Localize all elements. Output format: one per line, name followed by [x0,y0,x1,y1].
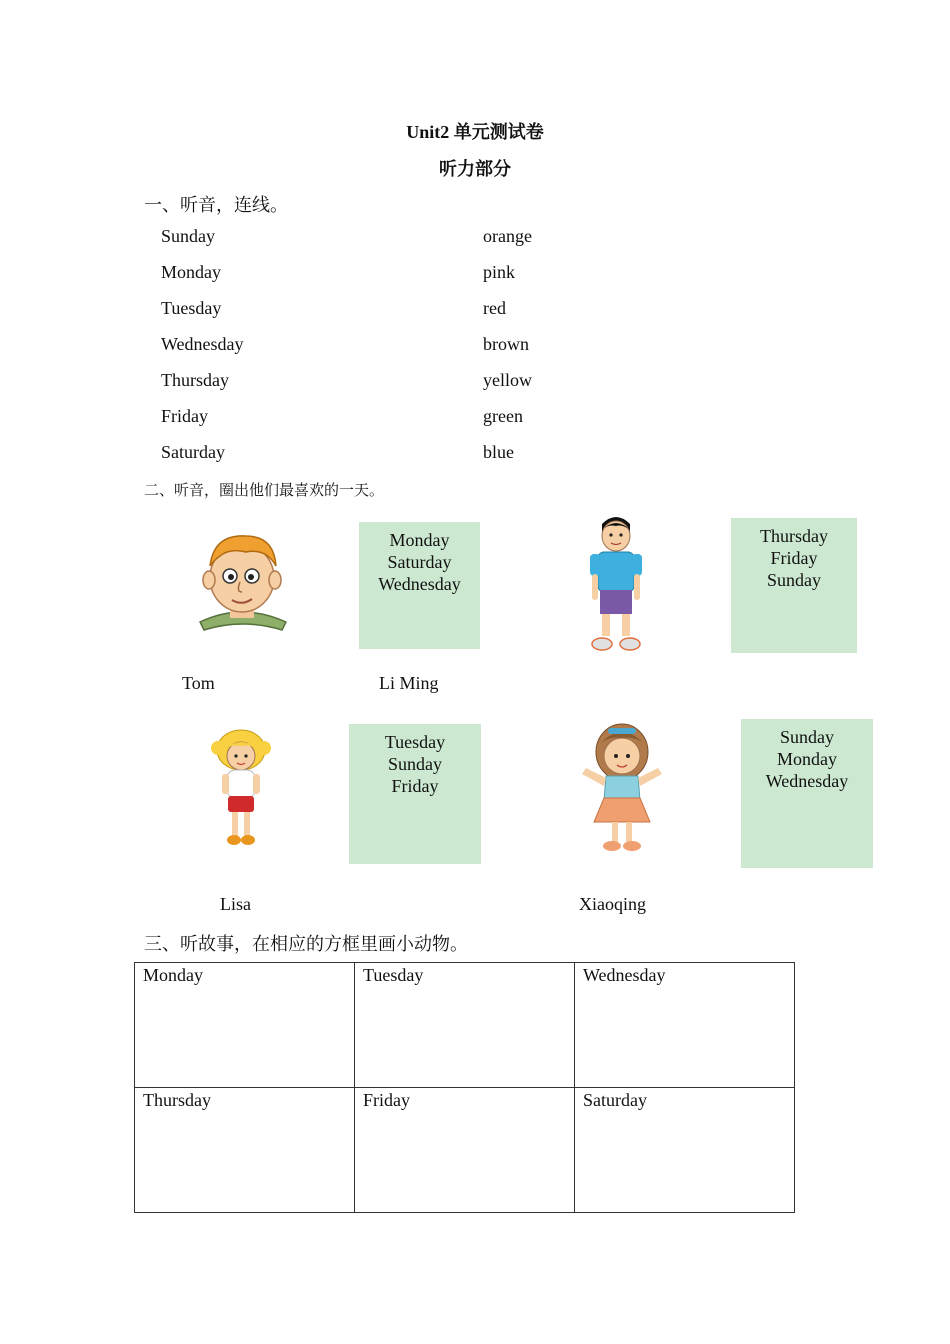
li-ming-illustration [584,510,648,656]
color-word: blue [483,442,514,462]
day-word: Friday [161,406,208,426]
drawing-grid [134,962,795,1213]
tom-options-box [359,522,480,649]
day-word: Tuesday [161,298,222,318]
grid-row [135,1088,795,1213]
grid-cell-monday[interactable]: Monday [135,963,355,1088]
color-word: red [483,298,506,318]
lisa-options-box [349,724,481,864]
page-subtitle: 听力部分 [439,159,511,179]
day-option[interactable]: Friday [770,548,818,568]
day-option[interactable]: Wednesday [765,771,849,791]
day-option[interactable]: Sunday [780,727,834,747]
day-option[interactable]: Thursday [760,526,828,546]
day-word: Wednesday [161,334,244,354]
day-option[interactable]: Saturday [387,552,452,572]
color-word: orange [483,226,532,246]
color-word: brown [483,334,529,354]
section3-heading: 三、听故事，在相应的方框里画小动物。 [144,934,468,954]
grid-row [135,963,795,1088]
day-option[interactable]: Sunday [388,754,442,774]
day-option[interactable]: Tuesday [384,732,446,752]
day-word: Thursday [161,370,229,390]
kid-name-xiaoqing: Xiaoqing [579,894,646,914]
day-word: Monday [161,262,221,282]
day-word: Sunday [161,226,215,246]
xiaoqing-illustration [578,720,666,856]
grid-cell-friday[interactable]: Friday [355,1088,575,1213]
lisa-illustration [210,728,272,850]
xiaoqing-options-box [741,719,873,868]
day-option[interactable]: Monday [389,530,450,550]
day-option[interactable]: Monday [777,749,837,769]
grid-cell-tuesday[interactable]: Tuesday [355,963,575,1088]
kid-name-tom: Tom [182,673,215,693]
color-word: pink [483,262,516,282]
grid-cell-wednesday[interactable]: Wednesday [575,963,795,1088]
section1-heading: 一、听音，连线。 [144,195,288,215]
section2-heading: 二、听音，圈出他们最喜欢的一天。 [144,483,385,499]
page-title: Unit2 单元测试卷 [406,122,544,142]
grid-cell-saturday[interactable]: Saturday [575,1088,795,1213]
grid-cell-thursday[interactable]: Thursday [135,1088,355,1213]
day-option[interactable]: Wednesday [378,574,461,594]
kid-name-li-ming: Li Ming [379,673,439,693]
tom-illustration [190,522,294,634]
day-option[interactable]: Sunday [767,570,821,590]
li-ming-options-box [731,518,857,653]
day-word: Saturday [161,442,225,462]
day-option[interactable]: Friday [391,776,439,796]
color-word: green [483,406,523,426]
kid-name-lisa: Lisa [220,894,251,914]
color-word: yellow [483,370,532,390]
